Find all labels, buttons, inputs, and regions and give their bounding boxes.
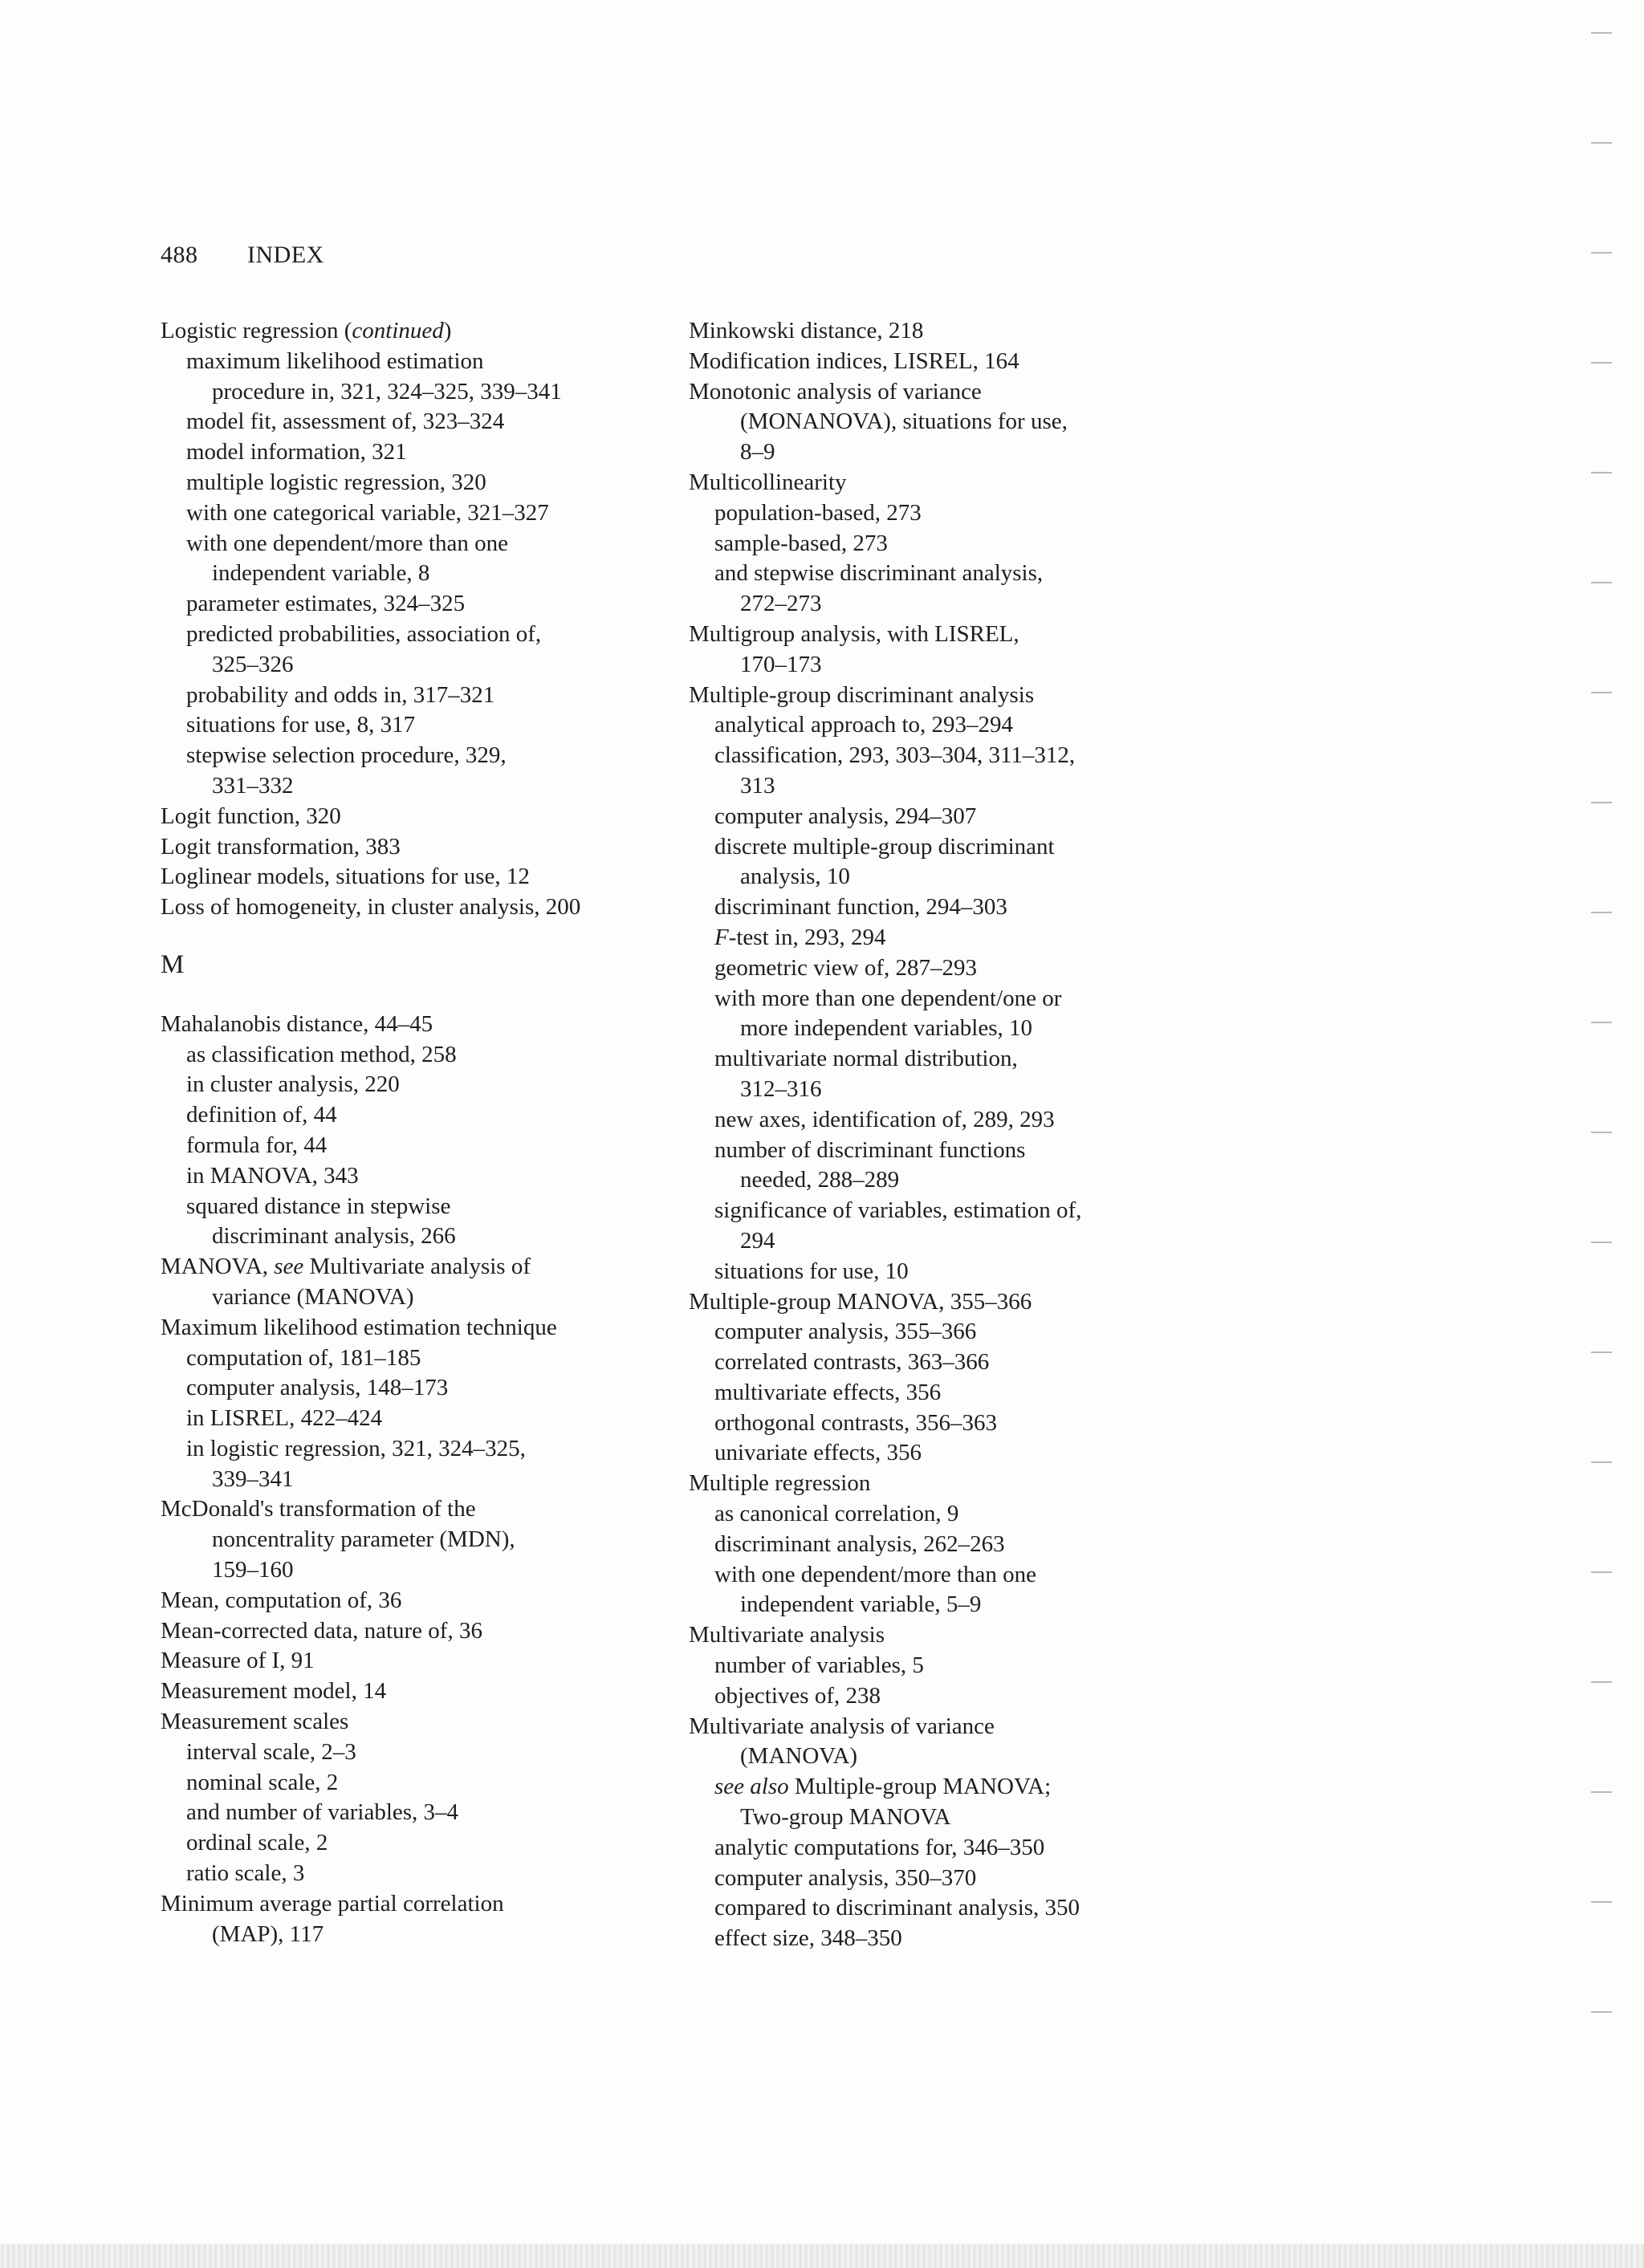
- index-entry-text: in LISREL, 422–424: [186, 1405, 383, 1432]
- index-entry-text: 272–273: [740, 591, 822, 617]
- index-entry-text: Logit transformation, 383: [161, 833, 401, 860]
- index-subentry: [161, 650, 674, 681]
- index-section-letter: M: [161, 949, 185, 979]
- index-entry: [161, 1677, 674, 1707]
- index-entry-text: ordinal scale, 2: [186, 1830, 328, 1856]
- index-entry: [689, 620, 1202, 650]
- index-entry-text: 159–160: [212, 1557, 294, 1583]
- index-entry-text: situations for use, 8, 317: [186, 712, 416, 738]
- index-entry-text: number of variables, 5: [714, 1652, 924, 1679]
- index-subentry: [161, 468, 674, 498]
- index-entry-text: 331–332: [212, 772, 294, 799]
- index-subentry: [689, 1347, 1202, 1378]
- index-subentry: [689, 1893, 1202, 1924]
- index-subentry: [161, 1221, 674, 1252]
- index-subentry: [689, 1560, 1202, 1591]
- index-subentry: [689, 650, 1202, 681]
- binding-mark: [1591, 2011, 1612, 2013]
- binding-mark: [1591, 1791, 1612, 1793]
- index-subentry: [161, 437, 674, 468]
- index-entry-text: squared distance in stepwise: [186, 1193, 451, 1219]
- index-entry-text: Modification indices, LISREL, 164: [689, 348, 1019, 374]
- index-entry-text: analytical approach to, 293–294: [714, 712, 1014, 738]
- index-subentry: [689, 832, 1202, 863]
- binding-mark: [1591, 1242, 1612, 1243]
- index-subentry: [161, 681, 674, 711]
- index-subentry: [689, 1499, 1202, 1530]
- index-subentry: [689, 1438, 1202, 1469]
- index-entry: [161, 1494, 674, 1525]
- index-entry-text: Multiple-group MANOVA;: [788, 1774, 1052, 1800]
- index-subentry: [689, 1136, 1202, 1166]
- index-entry: [161, 1252, 674, 1282]
- index-entry-text: Multivariate analysis of: [303, 1254, 531, 1280]
- index-entry-text: Loss of homogeneity, in cluster analysis, 200: [161, 894, 581, 921]
- index-entry-text: classification, 293, 303–304, 311–312,: [714, 742, 1076, 769]
- binding-mark: [1591, 692, 1612, 693]
- index-entry-text: discriminant analysis, 266: [212, 1223, 456, 1250]
- index-entry-text: independent variable, 5–9: [740, 1591, 982, 1618]
- index-entry-text: variance (MANOVA): [212, 1283, 414, 1310]
- index-entry-text: noncentrality parameter (MDN),: [212, 1526, 515, 1553]
- index-entry-text: nominal scale, 2: [186, 1769, 339, 1795]
- index-subentry: [689, 559, 1202, 589]
- index-entry-text: and stepwise discriminant analysis,: [714, 560, 1044, 587]
- index-subentry: [161, 1859, 674, 1889]
- index-subentry: [161, 498, 674, 529]
- index-column-right: [689, 316, 1202, 1954]
- index-entry-text: model fit, assessment of, 323–324: [186, 408, 505, 435]
- index-subentry: [689, 1833, 1202, 1864]
- index-entry-text: independent variable, 8: [212, 560, 430, 587]
- index-entry-text: number of discriminant functions: [714, 1136, 1026, 1163]
- index-entry: [161, 1313, 674, 1343]
- binding-mark: [1591, 802, 1612, 803]
- index-subentry: [689, 1803, 1202, 1833]
- binding-margin-marks: [1588, 0, 1644, 2268]
- index-subentry: [161, 1040, 674, 1071]
- index-subentry: [689, 1196, 1202, 1226]
- index-entry-text: objectives of, 238: [714, 1682, 881, 1709]
- index-subentry: [161, 407, 674, 437]
- binding-mark: [1591, 32, 1612, 34]
- index-entry-text: procedure in, 321, 324–325, 339–341: [212, 378, 562, 404]
- index-entry: [161, 1616, 674, 1647]
- index-entry: [161, 1707, 674, 1738]
- index-subentry: [689, 1165, 1202, 1196]
- index-entry-text: Logit function, 320: [161, 803, 341, 829]
- index-entry-text: and number of variables, 3–4: [186, 1799, 459, 1826]
- index-entry: [689, 1620, 1202, 1651]
- index-entry-text: parameter estimates, 324–325: [186, 591, 466, 617]
- index-entry-text: in logistic regression, 321, 324–325,: [186, 1435, 526, 1461]
- index-entry-text: computer analysis, 148–173: [186, 1375, 449, 1401]
- index-subentry: [689, 892, 1202, 923]
- index-entry: [689, 1287, 1202, 1318]
- index-entry-text: analytic computations for, 346–350: [714, 1834, 1045, 1860]
- index-entry-text: analysis, 10: [740, 864, 850, 890]
- index-entry-text: Multiple-group MANOVA, 355–366: [689, 1288, 1032, 1315]
- index-subentry: [161, 1373, 674, 1404]
- index-entry-text: with more than one dependent/one or: [714, 985, 1062, 1011]
- index-entry-text: (MANOVA): [740, 1743, 858, 1770]
- index-subentry: [689, 1257, 1202, 1287]
- index-subentry: [161, 771, 674, 802]
- index-subentry: [689, 1772, 1202, 1803]
- index-subentry: [689, 1864, 1202, 1894]
- index-subentry: [689, 953, 1202, 984]
- index-subentry: [161, 529, 674, 559]
- index-subentry: [161, 1920, 674, 1950]
- index-entry-text: sample-based, 273: [714, 530, 888, 556]
- index-entry-text: compared to discriminant analysis, 350: [714, 1895, 1080, 1921]
- index-entry-text: see: [274, 1254, 304, 1280]
- binding-mark: [1591, 472, 1612, 474]
- index-entry-text: needed, 288–289: [740, 1167, 900, 1193]
- index-entry-text: definition of, 44: [186, 1102, 337, 1128]
- index-entry-text: computer analysis, 294–307: [714, 803, 977, 829]
- index-entry-text: univariate effects, 356: [714, 1440, 922, 1466]
- index-subentry: [161, 559, 674, 589]
- index-subentry: [161, 1525, 674, 1555]
- index-entry-text: -test in, 293, 294: [728, 924, 886, 950]
- binding-mark: [1591, 1901, 1612, 1903]
- index-entry: [689, 347, 1202, 377]
- index-entry-text: Maximum likelihood estimation technique: [161, 1314, 557, 1340]
- index-subentry: [689, 1742, 1202, 1772]
- index-subentry: [689, 923, 1202, 953]
- index-entry-text: continued: [352, 318, 444, 343]
- index-subentry: [689, 1317, 1202, 1347]
- index-subentry: [161, 1434, 674, 1465]
- index-entry-text: Mahalanobis distance, 44–45: [161, 1010, 433, 1037]
- index-entry-text: Logistic regression (: [161, 318, 352, 343]
- index-entry-text: Multivariate analysis: [689, 1622, 885, 1648]
- index-entry-text: situations for use, 10: [714, 1258, 909, 1284]
- index-entry-text: Measurement model, 14: [161, 1678, 387, 1705]
- index-subentry: [161, 1100, 674, 1131]
- index-subentry: [689, 1530, 1202, 1560]
- index-entry-text: population-based, 273: [714, 499, 922, 526]
- index-entry-text: as canonical correlation, 9: [714, 1501, 959, 1527]
- index-entry-text: 313: [740, 772, 775, 799]
- index-entry: [689, 316, 1202, 347]
- index-subentry: [161, 1465, 674, 1495]
- index-entry-text: Measurement scales: [161, 1709, 349, 1735]
- index-entry-text: computer analysis, 355–366: [714, 1319, 977, 1345]
- binding-mark: [1591, 1461, 1612, 1463]
- index-subentry: [689, 1681, 1202, 1712]
- index-entry-text: 170–173: [740, 651, 822, 677]
- index-subentry: [161, 377, 674, 408]
- binding-mark: [1591, 1132, 1612, 1133]
- index-subentry: [161, 1161, 674, 1192]
- index-subentry: [689, 1044, 1202, 1075]
- index-subentry: [689, 1924, 1202, 1954]
- index-entry-text: stepwise selection procedure, 329,: [186, 742, 507, 769]
- index-entry: [689, 468, 1202, 498]
- index-entry-text: model information, 321: [186, 439, 407, 465]
- index-entry-text: correlated contrasts, 363–366: [714, 1349, 990, 1376]
- index-subentry: [161, 1828, 674, 1859]
- index-entry-text: (MAP), 117: [212, 1920, 324, 1947]
- index-entry-text: 294: [740, 1227, 775, 1254]
- index-entry-text: Minimum average partial correlation: [161, 1890, 504, 1916]
- index-entry-text: predicted probabilities, association of,: [186, 620, 542, 647]
- index-subentry: [689, 862, 1202, 892]
- index-subentry: [689, 529, 1202, 559]
- index-subentry: [689, 984, 1202, 1014]
- binding-mark: [1591, 1022, 1612, 1023]
- index-entry-text: discrete multiple-group discriminant: [714, 833, 1055, 860]
- index-entry: [161, 802, 674, 832]
- index-entry-text: Multiple-group discriminant analysis: [689, 681, 1035, 708]
- index-entry-text: ratio scale, 3: [186, 1860, 305, 1887]
- index-entry-text: 312–316: [740, 1075, 822, 1102]
- index-entry-text: MANOVA,: [161, 1254, 275, 1280]
- index-subentry: [161, 1070, 674, 1100]
- index-entry-text: Multiple regression: [689, 1470, 871, 1497]
- index-entry-text: discriminant analysis, 262–263: [714, 1530, 1005, 1557]
- index-entry-text: with one dependent/more than one: [714, 1561, 1037, 1587]
- scan-edge-noise: [0, 2244, 1644, 2268]
- index-entry-text: probability and odds in, 317–321: [186, 681, 495, 708]
- index-entry-text: Mean-corrected data, nature of, 36: [161, 1617, 482, 1644]
- index-entry-text: computation of, 181–185: [186, 1344, 421, 1371]
- index-subentry: [689, 589, 1202, 620]
- index-subentry: [689, 1590, 1202, 1620]
- index-subentry: [161, 1798, 674, 1828]
- binding-mark: [1591, 1571, 1612, 1573]
- binding-mark: [1591, 252, 1612, 254]
- running-head-title: INDEX: [247, 242, 324, 268]
- index-subentry: [161, 347, 674, 377]
- index-entry-text: Measure of I, 91: [161, 1648, 315, 1674]
- index-subentry: [161, 1404, 674, 1434]
- index-entry: [161, 892, 674, 923]
- index-entry-text: significance of variables, estimation of,: [714, 1197, 1082, 1224]
- index-subentry: [161, 1768, 674, 1799]
- binding-mark: [1591, 1681, 1612, 1683]
- index-subentry: [161, 741, 674, 771]
- index-entry-text: Loglinear models, situations for use, 12: [161, 864, 530, 890]
- index-entry-text: Multivariate analysis of variance: [689, 1713, 995, 1739]
- index-subentry: [689, 710, 1202, 741]
- index-entry-text: more independent variables, 10: [740, 1015, 1032, 1042]
- binding-mark: [1591, 1351, 1612, 1353]
- index-subentry: [689, 741, 1202, 771]
- index-entry-text: in cluster analysis, 220: [186, 1071, 400, 1098]
- index-entry-text: discriminant function, 294–303: [714, 894, 1007, 921]
- binding-mark: [1591, 362, 1612, 364]
- index-entry: [689, 377, 1202, 408]
- index-entry-text: Two-group MANOVA: [740, 1804, 951, 1831]
- index-subentry: [689, 437, 1202, 468]
- index-subentry: [689, 1014, 1202, 1044]
- index-subentry: [689, 1378, 1202, 1408]
- index-entry: [161, 1010, 674, 1040]
- index-column-left: [161, 316, 674, 1949]
- index-entry-text: interval scale, 2–3: [186, 1738, 356, 1765]
- index-subentry: [161, 1282, 674, 1313]
- index-entry-text: as classification method, 258: [186, 1041, 457, 1067]
- index-subentry: [689, 1105, 1202, 1136]
- index-entry-text: (MONANOVA), situations for use,: [740, 408, 1068, 435]
- index-entry-text: with one dependent/more than one: [186, 530, 509, 556]
- running-head: [161, 239, 324, 271]
- index-entry: [689, 1712, 1202, 1742]
- index-entry-text: orthogonal contrasts, 356–363: [714, 1409, 997, 1436]
- index-entry-text: Multigroup analysis, with LISREL,: [689, 620, 1019, 647]
- index-entry-text: maximum likelihood estimation: [186, 348, 484, 374]
- index-entry: [161, 862, 674, 892]
- index-subentry: [161, 1343, 674, 1374]
- index-entry: [161, 1646, 674, 1677]
- index-entry: [161, 832, 674, 863]
- index-entry-text: Monotonic analysis of variance: [689, 378, 982, 404]
- index-entry-text: ): [443, 318, 452, 343]
- index-entry-text: computer analysis, 350–370: [714, 1864, 977, 1891]
- index-entry-text: geometric view of, 287–293: [714, 954, 977, 981]
- index-entry-text: effect size, 348–350: [714, 1925, 902, 1952]
- index-entry-text: Multicollinearity: [689, 469, 847, 495]
- index-entry-text: new axes, identification of, 289, 293: [714, 1106, 1055, 1132]
- index-entry-text: with one categorical variable, 321–327: [186, 499, 549, 526]
- page-number: 488: [161, 242, 198, 268]
- index-subentry: [689, 802, 1202, 832]
- index-entry-text: multivariate effects, 356: [714, 1379, 942, 1405]
- binding-mark: [1591, 142, 1612, 144]
- index-subentry: [689, 1408, 1202, 1439]
- index-subentry: [689, 1226, 1202, 1257]
- index-entry-text: formula for, 44: [186, 1132, 328, 1158]
- index-entry-text: multivariate normal distribution,: [714, 1046, 1018, 1072]
- index-entry-text: McDonald's transformation of the: [161, 1496, 476, 1522]
- index-subentry: [689, 1651, 1202, 1681]
- index-subentry: [161, 710, 674, 741]
- index-entry: [161, 316, 674, 347]
- binding-mark: [1591, 582, 1612, 583]
- index-entry: [161, 1586, 674, 1616]
- index-entry-text: F: [714, 924, 729, 950]
- index-subentry: [689, 1075, 1202, 1105]
- index-subentry: [161, 1738, 674, 1768]
- index-entry-text: Minkowski distance, 218: [689, 318, 924, 343]
- index-entry-text: Mean, computation of, 36: [161, 1587, 402, 1613]
- index-entry-text: 325–326: [212, 651, 294, 677]
- index-subentry: [689, 498, 1202, 529]
- index-subentry: [161, 1131, 674, 1161]
- index-subentry: [161, 1555, 674, 1586]
- index-subentry: [689, 771, 1202, 802]
- index-subentry: [689, 407, 1202, 437]
- index-subentry: [161, 1192, 674, 1222]
- index-entry: [161, 1889, 674, 1920]
- index-entry-text: 339–341: [212, 1465, 294, 1492]
- index-subentry: [161, 589, 674, 620]
- index-entry: [689, 1469, 1202, 1499]
- index-entry-text: in MANOVA, 343: [186, 1162, 359, 1189]
- binding-mark: [1591, 912, 1612, 913]
- index-subentry: [161, 620, 674, 650]
- index-entry-text: see also: [714, 1774, 789, 1800]
- index-entry: [689, 681, 1202, 711]
- index-entry-text: 8–9: [740, 439, 775, 465]
- index-entry-text: multiple logistic regression, 320: [186, 469, 486, 495]
